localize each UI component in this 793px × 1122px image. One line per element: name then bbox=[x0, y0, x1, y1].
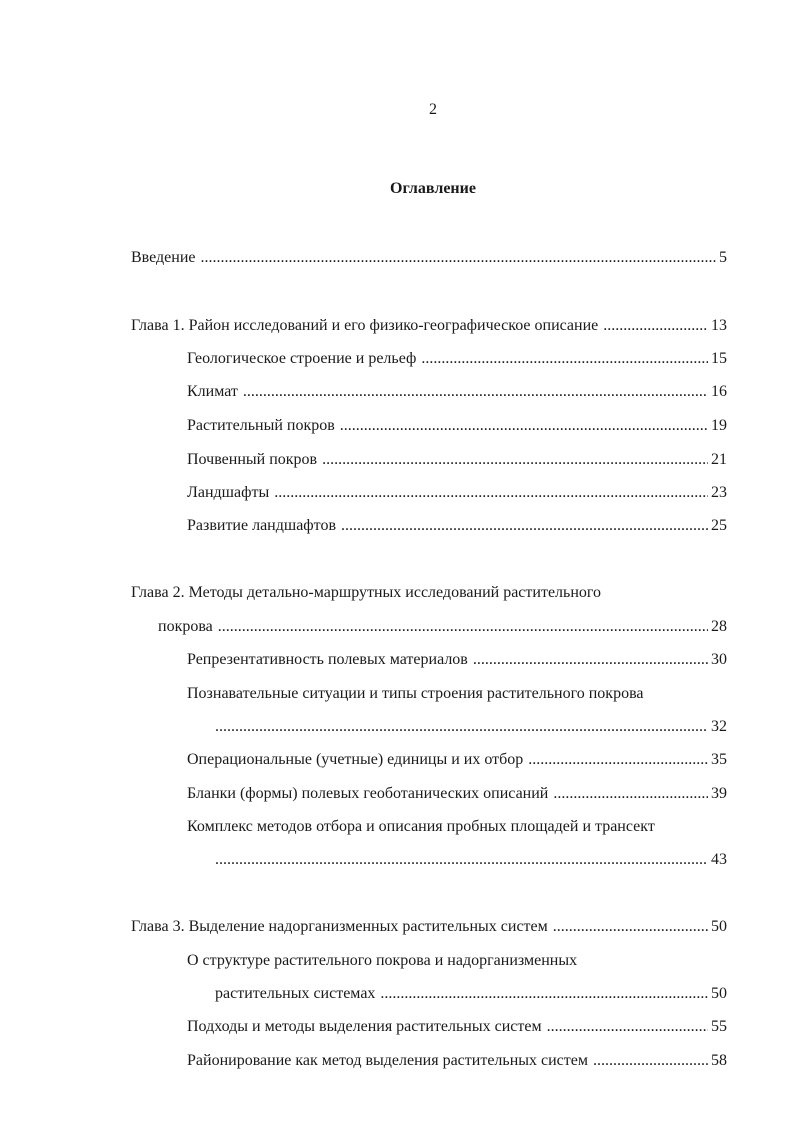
toc-entry-title-continuation: растительных системах bbox=[215, 985, 376, 1002]
toc-entry-title: Глава 1. Район исследований и его физико-географическое описание bbox=[131, 317, 599, 334]
toc-entry-representativeness[interactable] bbox=[187, 650, 727, 670]
toc-entry-title: Введение bbox=[131, 249, 196, 266]
toc-entry-page: 32 bbox=[711, 718, 727, 735]
toc-entry-page: 50 bbox=[711, 985, 727, 1002]
toc-entry-page: 50 bbox=[711, 918, 727, 935]
toc-entry-title: Подходы и методы выделения растительных систем bbox=[187, 1018, 542, 1035]
toc-entry-soil[interactable] bbox=[187, 450, 727, 470]
toc-entry-title: Глава 3. Выделение надорганизменных растительных систем bbox=[131, 918, 548, 935]
toc-entry-operational-units[interactable] bbox=[187, 750, 727, 770]
toc-entry-approaches[interactable] bbox=[187, 1017, 727, 1037]
toc-entry-page: 30 bbox=[711, 651, 727, 668]
toc-entry-landscape-development[interactable] bbox=[187, 516, 727, 536]
toc-leader bbox=[473, 650, 708, 670]
toc-leader bbox=[341, 516, 708, 536]
toc-leader bbox=[215, 850, 708, 870]
toc-entry-title: Геологическое строение и рельеф bbox=[187, 350, 417, 367]
toc-entry-page: 28 bbox=[711, 618, 727, 635]
toc-entry-cognitive-situations-title[interactable]: Познавательные ситуации и типы строения растительного покрова bbox=[187, 685, 644, 702]
toc-entry-page: 23 bbox=[711, 484, 727, 501]
toc-leader bbox=[274, 483, 708, 503]
toc-entry-page: 35 bbox=[711, 751, 727, 768]
toc-entry-title: Развитие ландшафтов bbox=[187, 517, 337, 534]
toc-entry-page: 16 bbox=[711, 383, 727, 400]
toc-entry-page: 39 bbox=[711, 785, 727, 802]
toc-entry-title: Почвенный покров bbox=[187, 451, 318, 468]
toc-entry-title: Операциональные (учетные) единицы и их отбор bbox=[187, 751, 524, 768]
toc-entry-methods-complex-title[interactable]: Комплекс методов отбора и описания пробных площадей и трансект bbox=[187, 818, 655, 835]
toc-leader bbox=[593, 1051, 708, 1071]
toc-entry-page: 13 bbox=[711, 317, 727, 334]
toc-leader bbox=[553, 784, 708, 804]
toc-entry-chapter-2[interactable] bbox=[158, 617, 727, 637]
toc-entry-chapter-2-title[interactable]: Глава 2. Методы детально-маршрутных исследований растительного bbox=[131, 584, 602, 601]
toc-entry-page: 5 bbox=[719, 249, 727, 266]
toc-entry-page: 43 bbox=[711, 851, 727, 868]
toc-entry-geology[interactable] bbox=[187, 349, 727, 369]
toc-leader bbox=[322, 450, 708, 470]
toc-leader bbox=[421, 349, 708, 369]
toc-entry-title: Районирование как метод выделения растительных систем bbox=[187, 1052, 588, 1069]
toc-entry-title: Растительный покров bbox=[187, 417, 335, 434]
toc-entry-page: 15 bbox=[711, 350, 727, 367]
toc-entry-methods-complex[interactable] bbox=[215, 850, 727, 870]
toc-entry-title: Репрезентативность полевых материалов bbox=[187, 651, 468, 668]
toc-entry-structure-title[interactable]: О структуре растительного покрова и надорганизменных bbox=[187, 952, 578, 969]
toc-entry-page: 19 bbox=[711, 417, 727, 434]
toc-leader bbox=[528, 750, 708, 770]
toc-entry-chapter-3[interactable] bbox=[131, 917, 727, 937]
toc-leader bbox=[553, 917, 708, 937]
toc-entry-zoning[interactable] bbox=[187, 1051, 727, 1071]
toc-entry-page: 58 bbox=[711, 1052, 727, 1069]
toc-leader bbox=[380, 984, 708, 1004]
toc-leader bbox=[215, 717, 708, 737]
toc-entry-title: Климат bbox=[187, 383, 238, 400]
toc-leader bbox=[218, 617, 708, 637]
toc-entry-cognitive-situations[interactable] bbox=[215, 717, 727, 737]
toc-entry-forms[interactable] bbox=[187, 784, 727, 804]
toc-entry-title: Бланки (формы) полевых геоботанических описаний bbox=[187, 785, 549, 802]
toc-leader bbox=[340, 416, 708, 436]
toc-leader bbox=[201, 248, 717, 268]
toc-leader bbox=[547, 1017, 708, 1037]
toc-entry-landscapes[interactable] bbox=[187, 483, 727, 503]
toc-entry-introduction[interactable] bbox=[131, 248, 727, 268]
toc-entry-vegetation[interactable] bbox=[187, 416, 727, 436]
toc-leader bbox=[603, 316, 708, 336]
toc-entry-structure[interactable] bbox=[215, 984, 727, 1004]
toc-entry-page: 25 bbox=[711, 517, 727, 534]
page-title: Оглавление bbox=[390, 180, 476, 197]
toc-entry-page: 21 bbox=[711, 451, 727, 468]
toc-leader bbox=[243, 382, 708, 402]
toc-entry-climate[interactable] bbox=[187, 382, 727, 402]
page-number: 2 bbox=[429, 101, 437, 118]
toc-entry-page: 55 bbox=[711, 1018, 727, 1035]
toc-entry-chapter-1[interactable] bbox=[131, 316, 727, 336]
toc-entry-title-continuation: покрова bbox=[158, 618, 213, 635]
toc-entry-title: Ландшафты bbox=[187, 484, 270, 501]
